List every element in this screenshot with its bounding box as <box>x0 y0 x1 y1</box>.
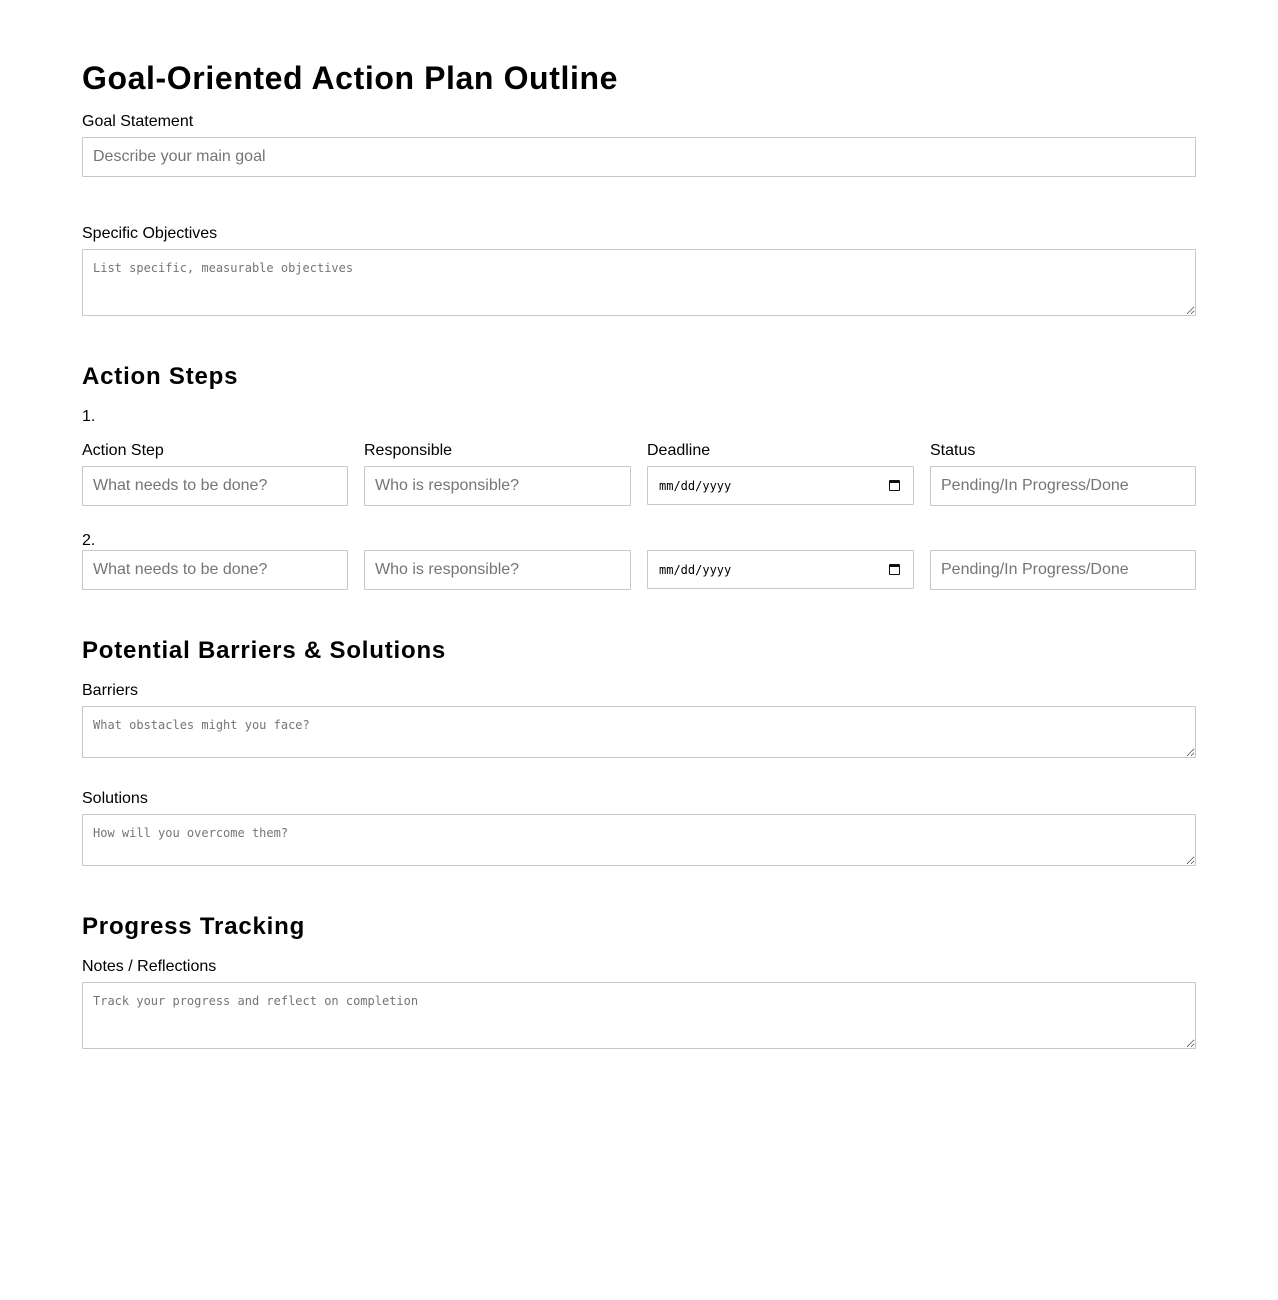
notes-reflections-label: Notes / Reflections <box>82 958 217 975</box>
responsible-input-2[interactable] <box>364 550 631 590</box>
deadline-date-input-1[interactable] <box>647 466 914 505</box>
barriers-solutions-heading: Potential Barriers & Solutions <box>82 637 447 664</box>
deadline-date-text-2: mm/dd/yyyy <box>659 563 732 577</box>
status-column-label: Status <box>930 442 976 459</box>
responsible-column-label: Responsible <box>364 442 453 459</box>
deadline-column-label: Deadline <box>647 442 711 459</box>
solutions-textarea[interactable] <box>82 814 1196 866</box>
specific-objectives-label: Specific Objectives <box>82 225 218 242</box>
action-step-column-label: Action Step <box>82 442 164 459</box>
calendar-icon[interactable] <box>889 480 900 491</box>
deadline-date-input-2[interactable] <box>647 550 914 589</box>
calendar-icon[interactable] <box>889 564 900 575</box>
responsible-input-1[interactable] <box>364 466 631 506</box>
action-step-input-1[interactable] <box>82 466 348 506</box>
page-title: Goal-Oriented Action Plan Outline <box>82 60 618 96</box>
goal-statement-label: Goal Statement <box>82 113 194 130</box>
status-input-1[interactable] <box>930 466 1196 506</box>
progress-tracking-heading: Progress Tracking <box>82 913 306 940</box>
action-step-input-2[interactable] <box>82 550 348 590</box>
action-step-number-1: 1. <box>82 408 96 425</box>
action-step-number-2: 2. <box>82 532 96 549</box>
barriers-textarea[interactable] <box>82 706 1196 758</box>
status-input-2[interactable] <box>930 550 1196 590</box>
barriers-label: Barriers <box>82 682 139 699</box>
deadline-date-text-1: mm/dd/yyyy <box>659 479 732 493</box>
action-steps-heading: Action Steps <box>82 363 239 390</box>
notes-reflections-textarea[interactable] <box>82 982 1196 1049</box>
goal-statement-input[interactable] <box>82 137 1196 177</box>
specific-objectives-textarea[interactable] <box>82 249 1196 316</box>
solutions-label: Solutions <box>82 790 148 807</box>
